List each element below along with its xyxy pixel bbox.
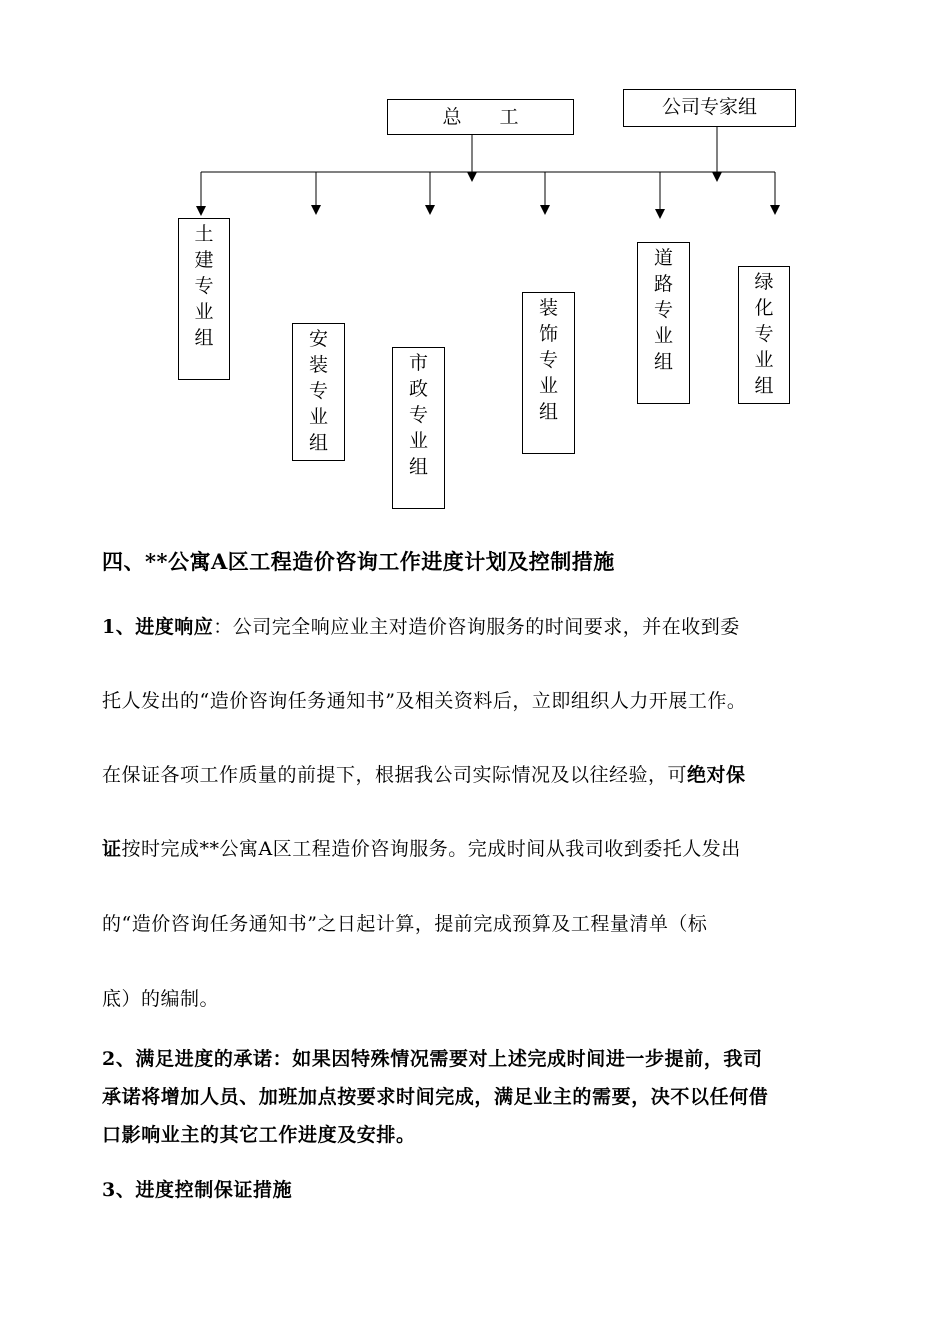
paragraph-1-line-2: 托人发出的“造价咨询任务通知书”及相关资料后，立即组织人力开展工作。 [102,690,747,712]
paragraph-1-line-6: 底）的编制。 [102,988,220,1010]
decoration-group-box: 装 饰 专 业 组 [522,292,575,454]
paragraph-1-line-3: 在保证各项工作质量的前提下，根据我公司实际情况及以往经验，可绝对保 [102,764,746,786]
section-heading: 四、**公寓A区工程造价咨询工作进度计划及控制措施 [102,549,615,574]
paragraph-1-line-4: 证按时完成**公寓A区工程造价咨询服务。完成时间从我司收到委托人发出 [102,838,741,860]
paragraph-1-line-1: 1、进度响应：公司完全响应业主对造价咨询服务的时间要求，并在收到委 [102,616,740,638]
greening-group-box: 绿 化 专 业 组 [738,266,790,404]
paragraph-2-line-2: 承诺将增加人员、加班加点按要求时间完成，满足业主的需要，决不以任何借 [102,1086,769,1108]
paragraph-3-heading: 3、进度控制保证措施 [102,1179,293,1201]
paragraph-1-line-5: 的“造价咨询任务通知书”之日起计算，提前完成预算及工程量清单（标 [102,913,708,935]
road-group-box: 道 路 专 业 组 [637,242,690,404]
civil-group-box: 土 建 专 业 组 [178,218,230,380]
expert-group-box: 公司专家组 [623,89,796,127]
chief-engineer-box: 总 工 [387,99,574,135]
paragraph-2-line-3: 口影响业主的其它工作进度及安排。 [102,1124,416,1146]
installation-group-box: 安 装 专 业 组 [292,323,345,461]
org-chart-connectors [0,0,950,540]
municipal-group-box: 市 政 专 业 组 [392,347,445,509]
paragraph-2-line-1: 2、满足进度的承诺：如果因特殊情况需要对上述完成时间进一步提前，我司 [102,1048,763,1070]
